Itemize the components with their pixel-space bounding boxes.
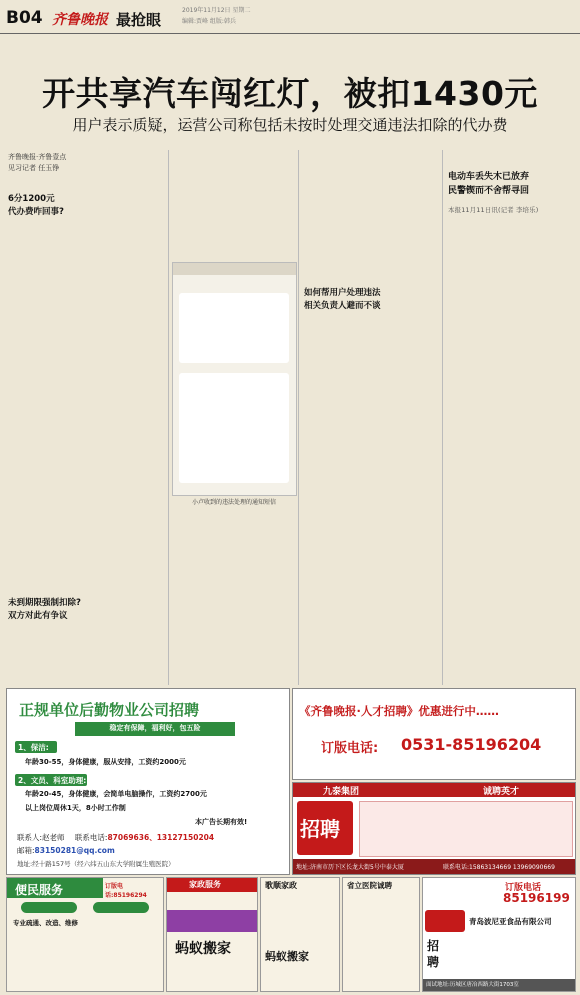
ad-jiutai-big: 招聘 [300, 817, 340, 841]
col3-subhead-b: 相关负责人避而不谈 [304, 301, 381, 311]
ad-left-item2-extra: 以上岗位周休1天，8小时工作制 [25, 804, 126, 812]
sidebar-byline: 本报11月11日讯(记者 李培乐) [448, 206, 539, 214]
ad-left-item1-title: 1、保洁: [18, 743, 49, 752]
section-title: 最抢眼 [116, 11, 162, 29]
ad-food-company [422, 877, 576, 992]
ad-moving-banner [167, 910, 257, 932]
ad-bianmin-tag2 [93, 902, 149, 913]
col1-body-2 [8, 624, 164, 682]
ad-recruitment-right [292, 688, 576, 780]
image-caption: 小卢收到的违法处理的通知短信 [191, 499, 276, 506]
ad-housekeeping-body [264, 894, 336, 942]
ad-bianmin [6, 877, 164, 992]
ad-order-title: 订版电话 [505, 883, 542, 893]
ad-jiutai-company: 九泰集团 [323, 787, 360, 797]
ad-jiutai-slogan: 诚聘英才 [483, 787, 520, 797]
ad-jiutai-table [359, 801, 573, 857]
col1-subhead1-b: 代办费咋回事? [8, 207, 64, 217]
food-logo [425, 910, 465, 932]
ad-left-email-row [17, 845, 115, 856]
subheadline: 用户表示质疑，运营公司称包括未按时处理交通违法扣除的代办费 [72, 116, 508, 134]
ad-bianmin-tag1 [21, 902, 77, 913]
sms-message-2 [179, 373, 289, 483]
col-divider-2 [298, 150, 299, 685]
byline-source: 齐鲁晚报·齐鲁壹点 [8, 153, 67, 161]
col3-body-top [304, 155, 436, 255]
ad-food-title: 青岛波尼亚食品有限公司 [469, 917, 552, 926]
ad-right-phone: 0531-85196204 [401, 735, 542, 754]
ad-hospital-body [346, 894, 416, 988]
sidebar-title-a: 电动车丢失木已放弃 [448, 172, 530, 182]
ad-moving-title-2: 蚂蚁搬家 [265, 950, 309, 963]
ad-left-email: 83150281@qq.com [34, 846, 115, 855]
ad-housekeeping-title: 歌顺家政 [265, 881, 297, 890]
ad-moving-title-1: 蚂蚁搬家 [175, 941, 231, 957]
ad-left-item2-title: 2、文员、科室助理: [18, 776, 87, 785]
col1-subhead2-b: 双方对此有争议 [8, 611, 68, 621]
ad-moving [166, 877, 258, 992]
ad-moving-body [171, 960, 253, 988]
ad-bianmin-phone: 订版电话:85196294 [105, 883, 147, 899]
ad-right-title: 《齐鲁晚报·人才招聘》优惠进行中…… [299, 704, 499, 718]
ad-left-phone-label: 联系电话: [74, 833, 108, 842]
issue-date: 2019年11月12日 星期二 [182, 7, 251, 14]
ad-food-body [449, 936, 571, 976]
col3-subhead-a: 如何帮用户处理违法 [304, 288, 381, 298]
ad-jiutai-address: 地址:济南市历下区长龙大街5号中泰大厦 [296, 864, 404, 871]
col2-body-top [174, 160, 294, 255]
ad-left-contact-row [17, 832, 281, 844]
page-header [6, 6, 574, 32]
ad-left-title: 正规单位后勤物业公司招聘 [19, 701, 200, 719]
ad-order-phone: 85196199 [503, 891, 570, 905]
ad-left-item2-text: 年龄20-45，身体健康，会简单电脑操作，工资约2700元 [25, 790, 207, 798]
sms-screenshot [172, 262, 297, 496]
ad-left-footer-note: 本广告长期有效! [195, 818, 248, 826]
ad-left-contact-label: 联系人:赵老师 [17, 833, 65, 842]
ad-food-zhaopin: 招聘 [427, 939, 440, 969]
sidebar-body [448, 224, 574, 682]
ad-left-item1-text: 年龄30-55，身体健康，服从安排，工资约2000元 [25, 758, 186, 766]
ad-bianmin-body [13, 930, 159, 988]
col1-body-1 [8, 222, 164, 592]
header-rule [0, 33, 580, 34]
ad-hospital-title: 省立医院诚聘 [347, 881, 392, 890]
ad-bianmin-title: 便民服务 [15, 883, 64, 897]
headline: 开共享汽车闯红灯，被扣1430元 [42, 74, 538, 113]
page-number: B04 [6, 8, 43, 28]
ad-food-address: 面试地址:历城区唐冶西路大街1703室 [426, 982, 519, 988]
ad-jiazheng-title: 家政服务 [189, 880, 221, 889]
col3-body-bottom [304, 316, 436, 682]
ad-housekeeping-body2 [264, 964, 336, 988]
ad-left-phone: 87069636、13127150204 [107, 833, 215, 842]
col-divider-3 [442, 150, 443, 685]
ad-hospital [342, 877, 420, 992]
editors: 编辑:贾峰 组版:韩兵 [182, 18, 236, 25]
col1-subhead1-a: 6分1200元 [8, 194, 55, 204]
ad-left-subtitle: 稳定有保障，福利好，包五险 [109, 724, 201, 732]
col2-body-bottom [174, 512, 294, 682]
sms-message-1 [179, 293, 289, 363]
brand-logo: 齐鲁晚报 [52, 12, 108, 28]
ad-jiutai-phone: 联系电话:15863134669 13969090669 [443, 864, 555, 871]
byline-reporter: 见习记者 任玉铮 [8, 164, 60, 172]
sidebar-title-b: 民警锲而不舍帮寻回 [448, 186, 530, 196]
ad-recruitment-left [6, 688, 290, 875]
ad-right-phone-label: 订版电话: [321, 741, 379, 756]
ad-left-address: 地址:经十路157号（经六纬五山东大学附属生殖医院） [17, 860, 175, 868]
col-divider-1 [168, 150, 169, 685]
ad-left-email-label: 邮箱: [17, 846, 35, 855]
ad-housekeeping [260, 877, 340, 992]
ad-bianmin-service: 专业疏通、改造、维修 [13, 919, 78, 927]
col1-subhead2-a: 未到期限强制扣除? [8, 598, 81, 608]
phone-status-bar [173, 263, 296, 275]
ad-jiutai [292, 782, 576, 875]
